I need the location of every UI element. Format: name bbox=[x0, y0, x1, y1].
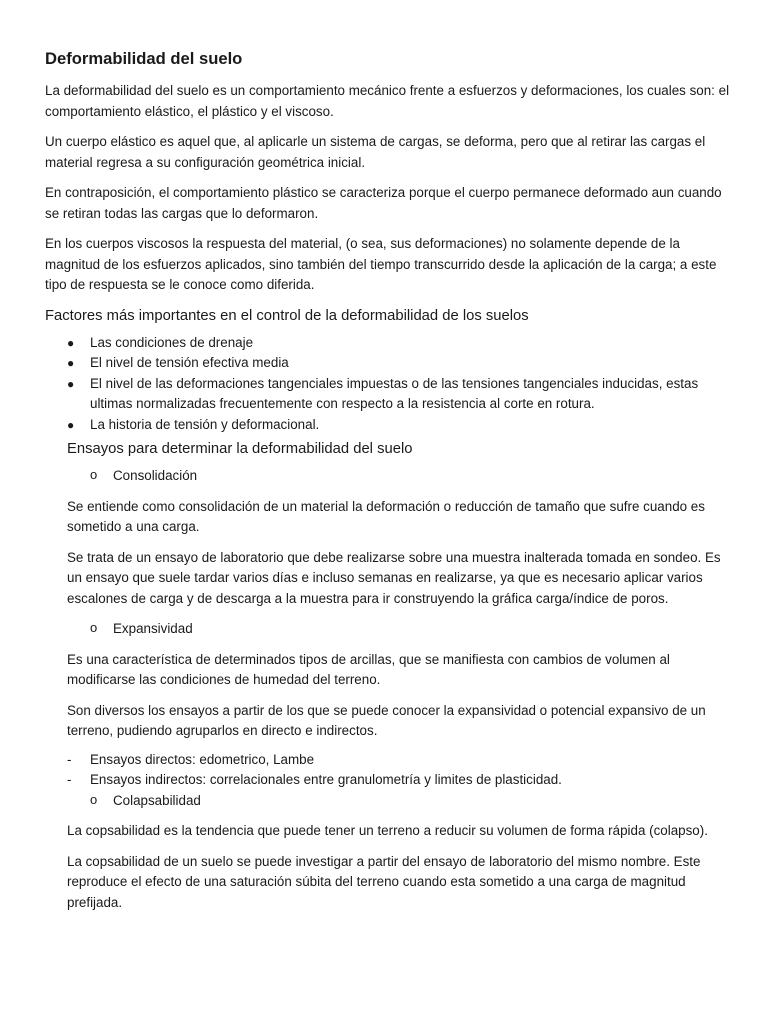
consolidation-label: Consolidación bbox=[113, 468, 198, 483]
bullet-icon: ● bbox=[67, 376, 75, 391]
list-item bbox=[45, 791, 735, 812]
test-text: Ensayos directos: edometrico, Lambe bbox=[90, 751, 315, 767]
paragraph-collapsibility-definition: La copsabilidad es la tendencia que puede tener un terreno a reducir su volumen de forma rápida (colapso). bbox=[67, 823, 708, 838]
list-item bbox=[45, 466, 735, 487]
paragraph-intro: La deformabilidad del suelo es un comportamiento mecánico frente a esfuerzos y deformaciones, los cuales son: el comportamiento elástico, el plástico y el viscoso. bbox=[45, 83, 730, 119]
bullet-icon: ● bbox=[67, 417, 75, 432]
dash-bullet-icon: - bbox=[67, 772, 72, 787]
list-item bbox=[45, 415, 735, 436]
list-item bbox=[45, 770, 735, 791]
paragraph-consolidation-definition: Se entiende como consolidación de un material la deformación o reducción de tamaño que sufre cuando es sometido a una carga. bbox=[67, 498, 705, 534]
factor-text: El nivel de las deformaciones tangenciales impuestas o de las tensiones tangenciales inducidas, estas ultimas normalizadas frecuentemente con respecto a la resistencia al corte en rotura. bbox=[90, 375, 699, 411]
collapsibility-label: Colapsabilidad bbox=[113, 792, 201, 808]
document-body bbox=[45, 48, 735, 923]
list-item bbox=[45, 619, 735, 640]
bullet-icon: ● bbox=[67, 335, 75, 350]
collapsibility-heading-list bbox=[45, 791, 735, 812]
expansivity-label: Expansividad bbox=[113, 621, 193, 636]
heading-tests: Ensayos para determinar la deformabilidad del suelo bbox=[67, 441, 413, 457]
paragraph-plastic: En contraposición, el comportamiento plástico se caracteriza porque el cuerpo permanece deformado aun cuando se retiran todas las cargas que lo deformaron. bbox=[45, 185, 722, 221]
expansivity-tests-list bbox=[45, 750, 735, 791]
factors-list bbox=[45, 333, 735, 436]
paragraph-consolidation-test: Se trata de un ensayo de laboratorio que debe realizarse sobre una muestra inalterada tomada en sondeo. Es un ensayo que suele tardar varios días e incluso semanas en realizarse, ya que es necesario aplicar varios escalones de carga y de descarga a la muestra para ir construyendo la gráfica carga/índice de poros. bbox=[67, 549, 721, 606]
consolidation-heading-list bbox=[45, 466, 735, 487]
factor-text: Las condiciones de drenaje bbox=[90, 334, 254, 350]
dash-bullet-icon: - bbox=[67, 751, 72, 767]
paragraph-expansivity-tests: Son diversos los ensayos a partir de los que se puede conocer la expansividad o potencial expansivo de un terreno, pudiendo agruparlos en directo e indirectos. bbox=[67, 702, 706, 738]
paragraph-viscous: En los cuerpos viscosos la respuesta del material, (o sea, sus deformaciones) no solamente depende de la magnitud de los esfuerzos aplicados, sino también del tiempo transcurrido desde la aplicación de la carga; a este tipo de respuesta se le conoce como diferida. bbox=[45, 236, 717, 292]
factor-text: El nivel de tensión efectiva media bbox=[90, 355, 289, 370]
list-item bbox=[45, 750, 735, 771]
circle-bullet-icon: o bbox=[90, 791, 98, 807]
document-title: Deformabilidad del suelo bbox=[45, 49, 243, 68]
paragraph-elastic: Un cuerpo elástico es aquel que, al aplicarle un sistema de cargas, se deforma, pero que al retirar las cargas el material regresa a su configuración geométrica inicial. bbox=[45, 134, 706, 170]
circle-bullet-icon: o bbox=[90, 620, 98, 635]
factor-text: La historia de tensión y deformacional. bbox=[90, 416, 320, 432]
circle-bullet-icon: o bbox=[90, 467, 98, 482]
paragraph-collapsibility-test: La copsabilidad de un suelo se puede investigar a partir del ensayo de laboratorio del mismo nombre. Este reproduce el efecto de una saturación súbita del terreno cuando esta sometido a una carga de magnitud prefijada. bbox=[67, 853, 701, 910]
test-text: Ensayos indirectos: correlacionales entre granulometría y limites de plasticidad. bbox=[90, 772, 562, 787]
expansivity-heading-list bbox=[45, 619, 735, 640]
list-item bbox=[45, 333, 735, 354]
paragraph-expansivity-definition: Es una característica de determinados tipos de arcillas, que se manifiesta con cambios de volumen al modificarse las condiciones de humedad del terreno. bbox=[67, 651, 670, 687]
list-item bbox=[45, 374, 735, 415]
list-item bbox=[45, 353, 735, 374]
bullet-icon: ● bbox=[67, 356, 75, 370]
heading-factors: Factores más importantes en el control de la deformabilidad de los suelos bbox=[45, 307, 529, 324]
